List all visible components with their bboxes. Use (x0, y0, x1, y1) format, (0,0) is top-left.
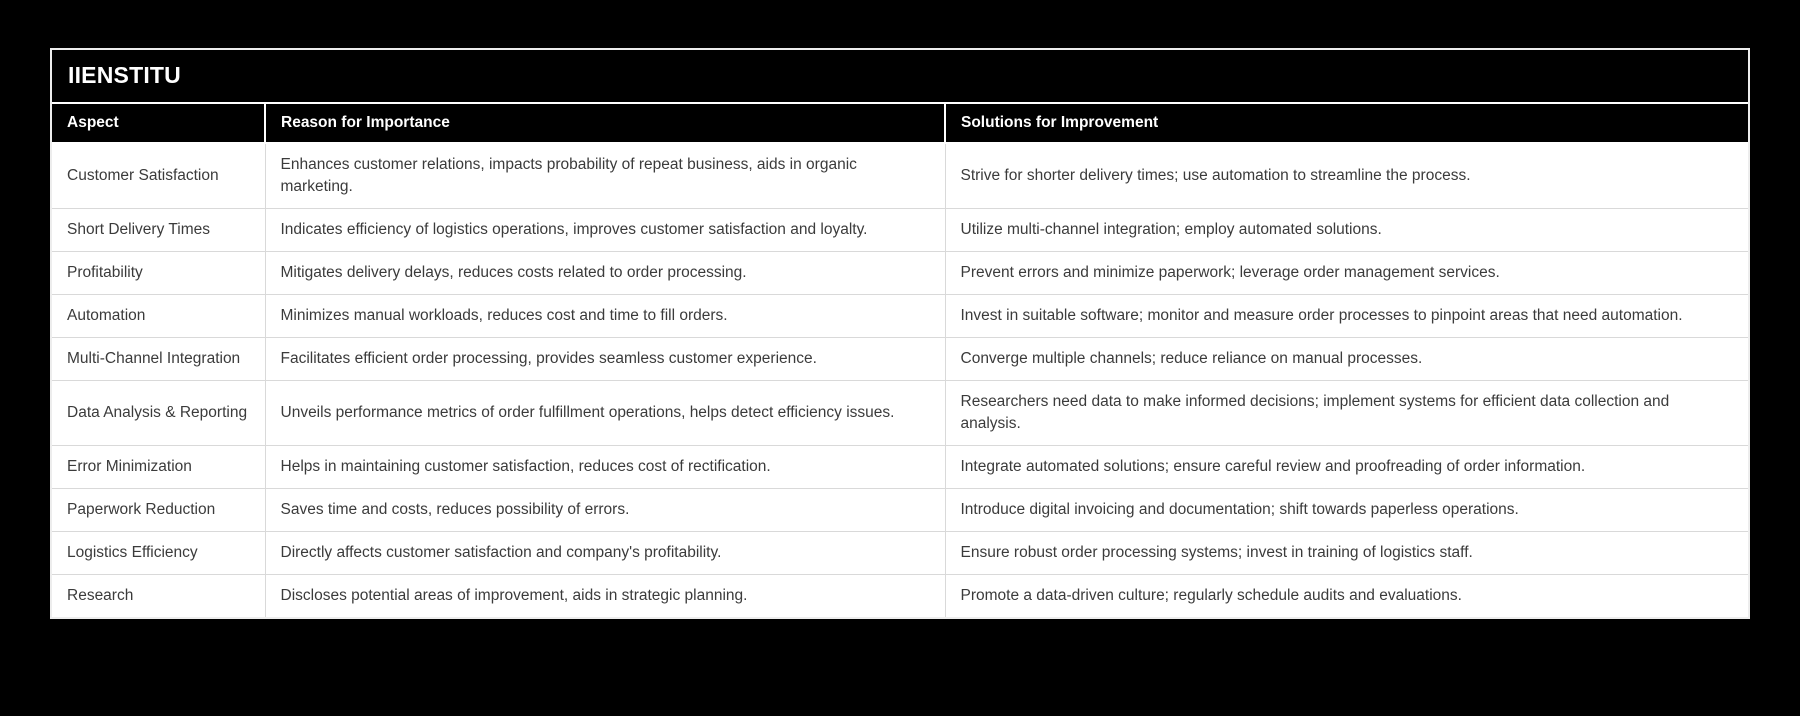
cell-solution: Introduce digital invoicing and documentation; shift towards paperless operations. (945, 489, 1748, 532)
cell-reason: Helps in maintaining customer satisfaction, reduces cost of rectification. (265, 446, 945, 489)
table-body (52, 143, 1748, 617)
cell-reason: Saves time and costs, reduces possibility of errors. (265, 489, 945, 532)
cell-reason: Mitigates delivery delays, reduces costs related to order processing. (265, 252, 945, 295)
cell-aspect: Profitability (52, 252, 265, 295)
cell-solution: Integrate automated solutions; ensure careful review and proofreading of order information. (945, 446, 1748, 489)
cell-reason: Enhances customer relations, impacts probability of repeat business, aids in organic marketing. (265, 143, 945, 209)
column-header-reason: Reason for Importance (265, 104, 945, 143)
cell-reason: Directly affects customer satisfaction and company's profitability. (265, 532, 945, 575)
cell-aspect: Research (52, 575, 265, 618)
column-header-solutions: Solutions for Improvement (945, 104, 1748, 143)
cell-aspect: Customer Satisfaction (52, 143, 265, 209)
table-row (52, 338, 1748, 381)
cell-solution: Invest in suitable software; monitor and measure order processes to pinpoint areas that need automation. (945, 295, 1748, 338)
table-row (52, 489, 1748, 532)
comparison-table (52, 104, 1748, 617)
cell-solution: Converge multiple channels; reduce reliance on manual processes. (945, 338, 1748, 381)
cell-aspect: Automation (52, 295, 265, 338)
cell-solution: Strive for shorter delivery times; use automation to streamline the process. (945, 143, 1748, 209)
cell-aspect: Short Delivery Times (52, 209, 265, 252)
cell-aspect: Paperwork Reduction (52, 489, 265, 532)
cell-reason: Facilitates efficient order processing, provides seamless customer experience. (265, 338, 945, 381)
table-row (52, 143, 1748, 209)
column-header-aspect: Aspect (52, 104, 265, 143)
cell-aspect: Logistics Efficiency (52, 532, 265, 575)
table-row (52, 381, 1748, 446)
cell-reason: Minimizes manual workloads, reduces cost and time to fill orders. (265, 295, 945, 338)
header-row (52, 104, 1748, 143)
cell-reason: Discloses potential areas of improvement, aids in strategic planning. (265, 575, 945, 618)
table-row (52, 252, 1748, 295)
cell-reason: Unveils performance metrics of order fulfillment operations, helps detect efficiency issues. (265, 381, 945, 446)
table-row (52, 532, 1748, 575)
cell-solution: Researchers need data to make informed decisions; implement systems for efficient data collection and analysis. (945, 381, 1748, 446)
cell-aspect: Data Analysis & Reporting (52, 381, 265, 446)
cell-solution: Prevent errors and minimize paperwork; leverage order management services. (945, 252, 1748, 295)
cell-reason: Indicates efficiency of logistics operations, improves customer satisfaction and loyalty. (265, 209, 945, 252)
brand-title: IIENSTITU (52, 50, 1748, 104)
cell-aspect: Error Minimization (52, 446, 265, 489)
table-row (52, 209, 1748, 252)
cell-aspect: Multi-Channel Integration (52, 338, 265, 381)
table-row (52, 575, 1748, 618)
cell-solution: Promote a data-driven culture; regularly schedule audits and evaluations. (945, 575, 1748, 618)
comparison-table-card (50, 48, 1750, 619)
cell-solution: Utilize multi-channel integration; employ automated solutions. (945, 209, 1748, 252)
cell-solution: Ensure robust order processing systems; invest in training of logistics staff. (945, 532, 1748, 575)
table-header (52, 104, 1748, 143)
table-row (52, 446, 1748, 489)
table-row (52, 295, 1748, 338)
